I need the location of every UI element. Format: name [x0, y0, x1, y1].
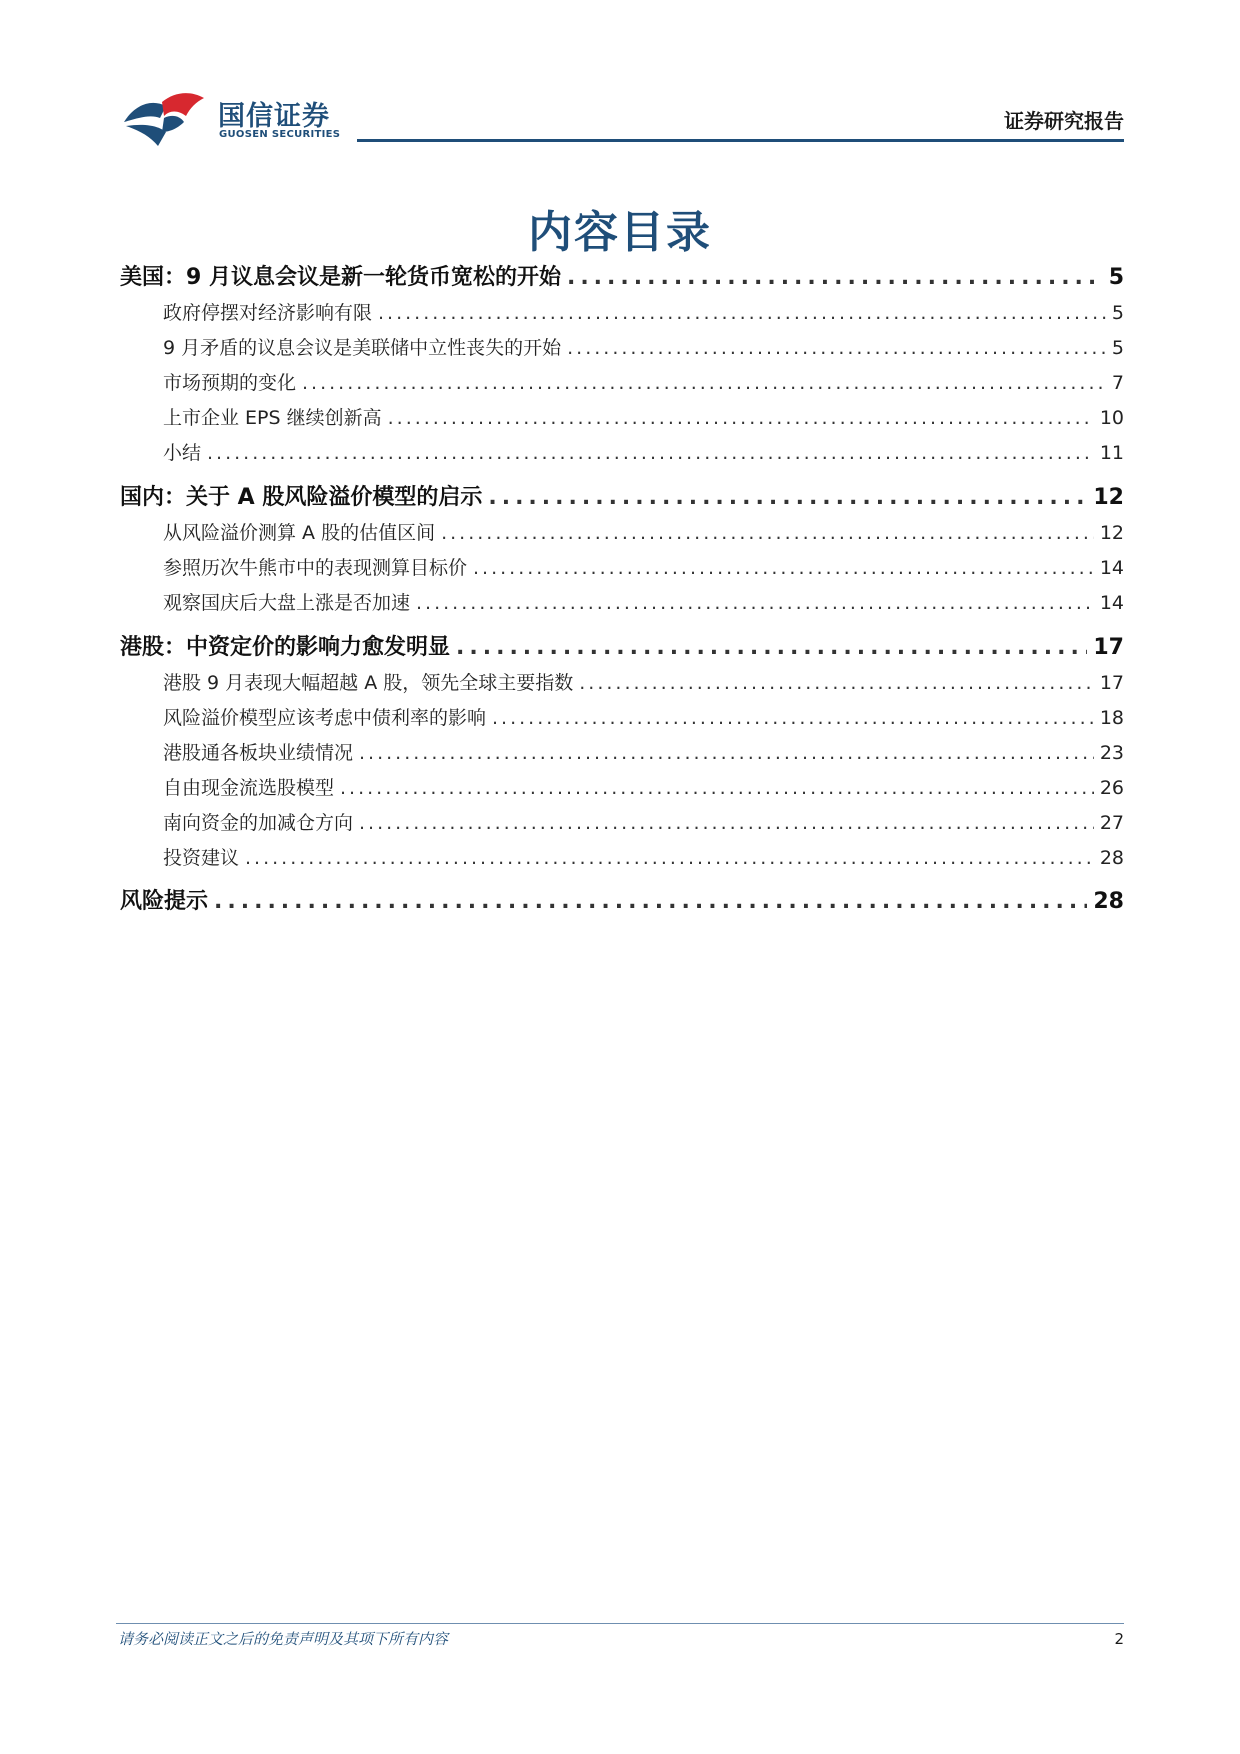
- toc-leader-dots: [488, 485, 1087, 510]
- brand-name-en: GUOSEN SECURITIES: [219, 129, 341, 140]
- toc-entry-title: 风险提示: [120, 889, 209, 914]
- toc-entry[interactable]: [120, 480, 1124, 511]
- toc-subentry-title: 9 月矛盾的议息会议是美联储中立性丧失的开始: [163, 337, 562, 359]
- toc-leader-dots: [579, 672, 1094, 694]
- toc-leader-dots: [388, 407, 1094, 429]
- toc-leader-dots: [473, 557, 1094, 579]
- toc-subentry[interactable]: [120, 588, 1124, 615]
- toc-subentry-page: 10: [1099, 407, 1124, 429]
- toc-subentry-title: 自由现金流选股模型: [163, 777, 335, 799]
- toc-entry[interactable]: [120, 260, 1124, 291]
- toc-subentry-page: 17: [1099, 672, 1124, 694]
- toc-subentry-title: 参照历次牛熊市中的表现测算目标价: [163, 557, 468, 579]
- toc-subentry-page: 18: [1099, 707, 1124, 729]
- disclaimer-text: 请务必阅读正文之后的免责声明及其项下所有内容: [118, 1630, 449, 1648]
- toc-subentry-page: 5: [1111, 337, 1124, 359]
- toc-subentry-title: 港股 9 月表现大幅超越 A 股，领先全球主要指数: [163, 672, 574, 694]
- toc-subentry[interactable]: [120, 738, 1124, 765]
- toc-subentry-title: 南向资金的加减仓方向: [163, 812, 354, 834]
- toc-subentry-page: 23: [1099, 742, 1124, 764]
- toc-leader-dots: [359, 742, 1094, 764]
- page-number: 2: [1114, 1630, 1124, 1648]
- toc-subentry-title: 小结: [163, 442, 202, 464]
- toc-subentry-page: 14: [1099, 557, 1124, 579]
- page-title: 内容目录: [528, 207, 712, 258]
- toc-subentry[interactable]: [120, 403, 1124, 430]
- toc-leader-dots: [245, 847, 1094, 869]
- toc-leader-dots: [492, 707, 1094, 729]
- toc-entry-page: 5: [1108, 265, 1124, 290]
- toc-subentry[interactable]: [120, 703, 1124, 730]
- toc-leader-dots: [207, 442, 1094, 464]
- toc-subentry-title: 政府停摆对经济影响有限: [163, 302, 373, 324]
- toc-subentry-page: 11: [1099, 442, 1124, 464]
- toc-subentry[interactable]: [120, 553, 1124, 580]
- toc-subentry-page: 5: [1111, 302, 1124, 324]
- toc-subentry-title: 投资建议: [163, 847, 240, 869]
- brand-logo: [120, 88, 360, 148]
- header-divider: [357, 139, 1124, 142]
- toc-entry-page: 28: [1093, 889, 1124, 914]
- toc-subentry-title: 市场预期的变化: [163, 372, 297, 394]
- toc-leader-dots: [567, 337, 1106, 359]
- toc-subentry[interactable]: [120, 298, 1124, 325]
- toc-subentry-title: 港股通各板块业绩情况: [163, 742, 354, 764]
- brand-name-cn: 国信证券: [218, 101, 330, 132]
- toc-leader-dots: [441, 522, 1094, 544]
- toc-leader-dots: [340, 777, 1094, 799]
- toc-subentry-title: 上市企业 EPS 继续创新高: [163, 407, 382, 429]
- toc-subentry-page: 26: [1099, 777, 1124, 799]
- toc-subentry[interactable]: [120, 668, 1124, 695]
- toc-leader-dots: [416, 592, 1094, 614]
- toc-leader-dots: [456, 635, 1087, 660]
- toc-subentry-title: 风险溢价模型应该考虑中债利率的影响: [163, 707, 487, 729]
- toc-leader-dots: [359, 812, 1094, 834]
- toc-subentry-page: 28: [1099, 847, 1124, 869]
- toc-entry-page: 12: [1093, 485, 1124, 510]
- toc-subentry[interactable]: [120, 843, 1124, 870]
- toc-subentry-title: 观察国庆后大盘上涨是否加速: [163, 592, 411, 614]
- toc-entry[interactable]: [120, 884, 1124, 915]
- toc-subentry-title: 从风险溢价测算 A 股的估值区间: [163, 522, 436, 544]
- report-type-label: 证券研究报告: [1004, 109, 1124, 133]
- toc-entry-page: 17: [1093, 635, 1124, 660]
- toc-leader-dots: [567, 265, 1103, 290]
- footer-divider: [116, 1623, 1124, 1624]
- guosen-logo-icon: [120, 88, 210, 148]
- toc-subentry[interactable]: [120, 518, 1124, 545]
- toc-subentry[interactable]: [120, 333, 1124, 360]
- toc-entry-title: 国内：关于 A 股风险溢价模型的启示: [120, 485, 483, 510]
- toc-subentry[interactable]: [120, 773, 1124, 800]
- toc-subentry[interactable]: [120, 368, 1124, 395]
- toc-subentry-page: 14: [1099, 592, 1124, 614]
- toc-entry[interactable]: [120, 630, 1124, 661]
- toc-subentry-page: 27: [1099, 812, 1124, 834]
- toc-subentry[interactable]: [120, 438, 1124, 465]
- toc-entry-title: 美国：9 月议息会议是新一轮货币宽松的开始: [120, 265, 561, 290]
- toc-subentry-page: 7: [1111, 372, 1124, 394]
- toc-leader-dots: [302, 372, 1106, 394]
- toc-leader-dots: [214, 889, 1087, 914]
- toc-subentry[interactable]: [120, 808, 1124, 835]
- toc-subentry-page: 12: [1099, 522, 1124, 544]
- toc-entry-title: 港股：中资定价的影响力愈发明显: [120, 635, 451, 660]
- toc-leader-dots: [378, 302, 1106, 324]
